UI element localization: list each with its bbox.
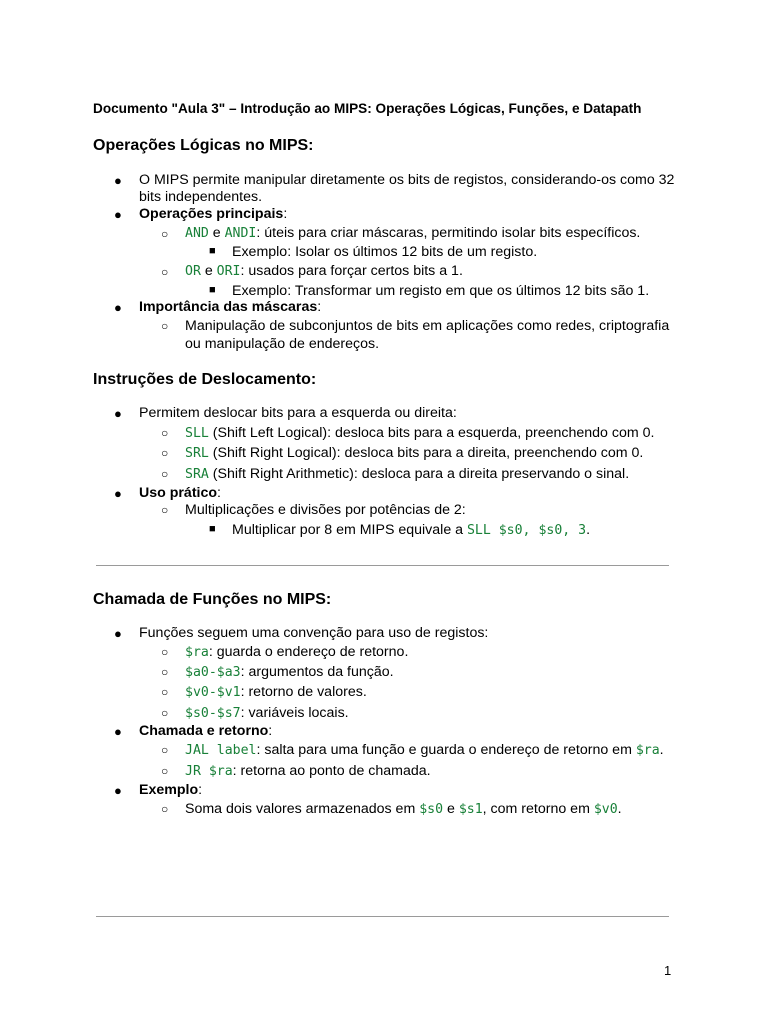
bullet-level1: ●	[114, 783, 122, 798]
bullet-level3: ■	[209, 523, 216, 535]
bullet-level1: ●	[114, 173, 122, 188]
bullet-level2: ○	[161, 319, 169, 333]
list-item	[139, 723, 272, 740]
text: (Shift Right Arithmetic): desloca para a direita preservando o sinal.	[208, 466, 630, 482]
text: Multiplicar por 8 em MIPS equivale a	[232, 522, 467, 538]
text: e	[208, 225, 225, 241]
text: : úteis para criar máscaras, permitindo isolar bits específicos.	[256, 225, 641, 241]
code-s1: $s1	[458, 802, 483, 817]
code-v0-v1: $v0-$v1	[185, 685, 241, 700]
list-item	[185, 225, 640, 242]
list-item	[185, 705, 349, 722]
code-s0: $s0	[419, 802, 444, 817]
list-item	[232, 522, 590, 539]
bullet-level2: ○	[161, 685, 169, 699]
code-jr: JR $ra	[185, 764, 233, 779]
code-jal: JAL label	[185, 743, 257, 758]
bullet-level2: ○	[161, 743, 169, 757]
item-label: Uso prático	[139, 485, 218, 501]
text: (Shift Right Logical): desloca bits para a direita, preenchendo com 0.	[208, 445, 644, 461]
list-item	[185, 801, 622, 818]
bullet-level3: ■	[209, 245, 216, 257]
colon: :	[217, 485, 221, 501]
list-item	[185, 263, 463, 280]
code-sll-example: SLL $s0, $s0, 3	[466, 523, 587, 538]
item-label: Importância das máscaras	[139, 299, 318, 315]
document-title: Documento "Aula 3" – Introdução ao MIPS: Operações Lógicas, Funções, e Datapath	[93, 101, 642, 116]
code-or: OR	[185, 264, 201, 279]
bullet-level1: ●	[114, 406, 122, 421]
text: : retorno de valores.	[240, 684, 367, 700]
list-item	[185, 664, 394, 681]
text: : variáveis locais.	[240, 705, 349, 721]
list-item: O MIPS permite manipular diretamente os bits de registos, considerando-os como 32	[139, 172, 675, 188]
code-andi: ANDI	[224, 226, 257, 241]
list-item	[185, 742, 664, 759]
list-item: Permitem deslocar bits para a esquerda ou direita:	[139, 405, 457, 421]
text: .	[617, 801, 622, 817]
bullet-level2: ○	[161, 802, 169, 816]
text: : guarda o endereço de retorno.	[208, 644, 409, 660]
page-number: 1	[664, 963, 672, 978]
item-label: Exemplo	[139, 782, 199, 798]
list-item	[185, 425, 654, 442]
bullet-level1: ●	[114, 207, 122, 222]
list-item	[185, 644, 408, 661]
bullet-level2: ○	[161, 467, 169, 481]
colon: :	[317, 299, 322, 315]
horizontal-rule	[96, 916, 669, 917]
bullet-level2: ○	[161, 265, 169, 279]
list-item-continuation: bits independentes.	[139, 189, 263, 205]
list-item	[185, 763, 431, 780]
list-item: Manipulação de subconjuntos de bits em aplicações como redes, criptografia	[185, 318, 670, 334]
list-item	[139, 206, 287, 223]
bullet-level3: ■	[209, 284, 216, 296]
list-item	[139, 299, 321, 316]
code-sll: SLL	[185, 426, 209, 441]
text: : argumentos da função.	[240, 664, 394, 680]
bullet-level1: ●	[114, 300, 122, 315]
bullet-level2: ○	[161, 706, 169, 720]
code-srl: SRL	[185, 446, 209, 461]
code-sra: SRA	[185, 467, 209, 482]
code-a0-a3: $a0-$a3	[185, 665, 241, 680]
bullet-level2: ○	[161, 665, 169, 679]
text: e	[443, 801, 459, 817]
list-item: Exemplo: Transformar um registo em que os últimos 12 bits são 1.	[232, 283, 650, 299]
bullet-level1: ●	[114, 626, 122, 641]
code-and: AND	[185, 226, 209, 241]
code-ra: $ra	[635, 743, 660, 758]
list-item: Funções seguem uma convenção para uso de registos:	[139, 625, 489, 641]
text: e	[200, 263, 217, 279]
bullet-level2: ○	[161, 645, 169, 659]
code-v0: $v0	[593, 802, 618, 817]
list-item	[139, 485, 221, 502]
colon: :	[198, 782, 203, 798]
text: , com retorno em	[482, 801, 594, 817]
text: : salta para uma função e guarda o endereço de retorno em	[256, 742, 636, 758]
text: : retorna ao ponto de chamada.	[232, 763, 431, 779]
colon: :	[268, 723, 273, 739]
item-label: Chamada e retorno	[139, 723, 269, 739]
code-s0-s7: $s0-$s7	[185, 706, 241, 721]
list-item	[185, 684, 367, 701]
bullet-level2: ○	[161, 446, 169, 460]
bullet-level1: ●	[114, 486, 122, 501]
item-label: Operações principais	[139, 206, 284, 222]
text: : usados para forçar certos bits a 1.	[240, 263, 463, 279]
code-ori: ORI	[216, 264, 241, 279]
text: .	[586, 522, 591, 538]
section-heading-function-calls: Chamada de Funções no MIPS:	[93, 591, 332, 608]
text: .	[659, 742, 664, 758]
horizontal-rule	[96, 565, 669, 566]
list-item: Multiplicações e divisões por potências de 2:	[185, 502, 466, 518]
bullet-level2: ○	[161, 503, 169, 517]
bullet-level2: ○	[161, 227, 169, 241]
list-item	[185, 466, 629, 483]
bullet-level1: ●	[114, 724, 122, 739]
list-item	[139, 782, 202, 799]
text: (Shift Left Logical): desloca bits para a esquerda, preenchendo com 0.	[208, 425, 655, 441]
colon: :	[283, 206, 288, 222]
section-heading-shift-instructions: Instruções de Deslocamento:	[93, 371, 317, 388]
list-item	[185, 445, 643, 462]
bullet-level2: ○	[161, 764, 169, 778]
list-item-continuation: ou manipulação de endereços.	[185, 336, 380, 352]
section-heading-logical-ops: Operações Lógicas no MIPS:	[93, 137, 314, 154]
list-item: Exemplo: Isolar os últimos 12 bits de um registo.	[232, 244, 538, 260]
bullet-level2: ○	[161, 426, 169, 440]
code-ra: $ra	[185, 645, 209, 660]
text: Soma dois valores armazenados em	[185, 801, 420, 817]
